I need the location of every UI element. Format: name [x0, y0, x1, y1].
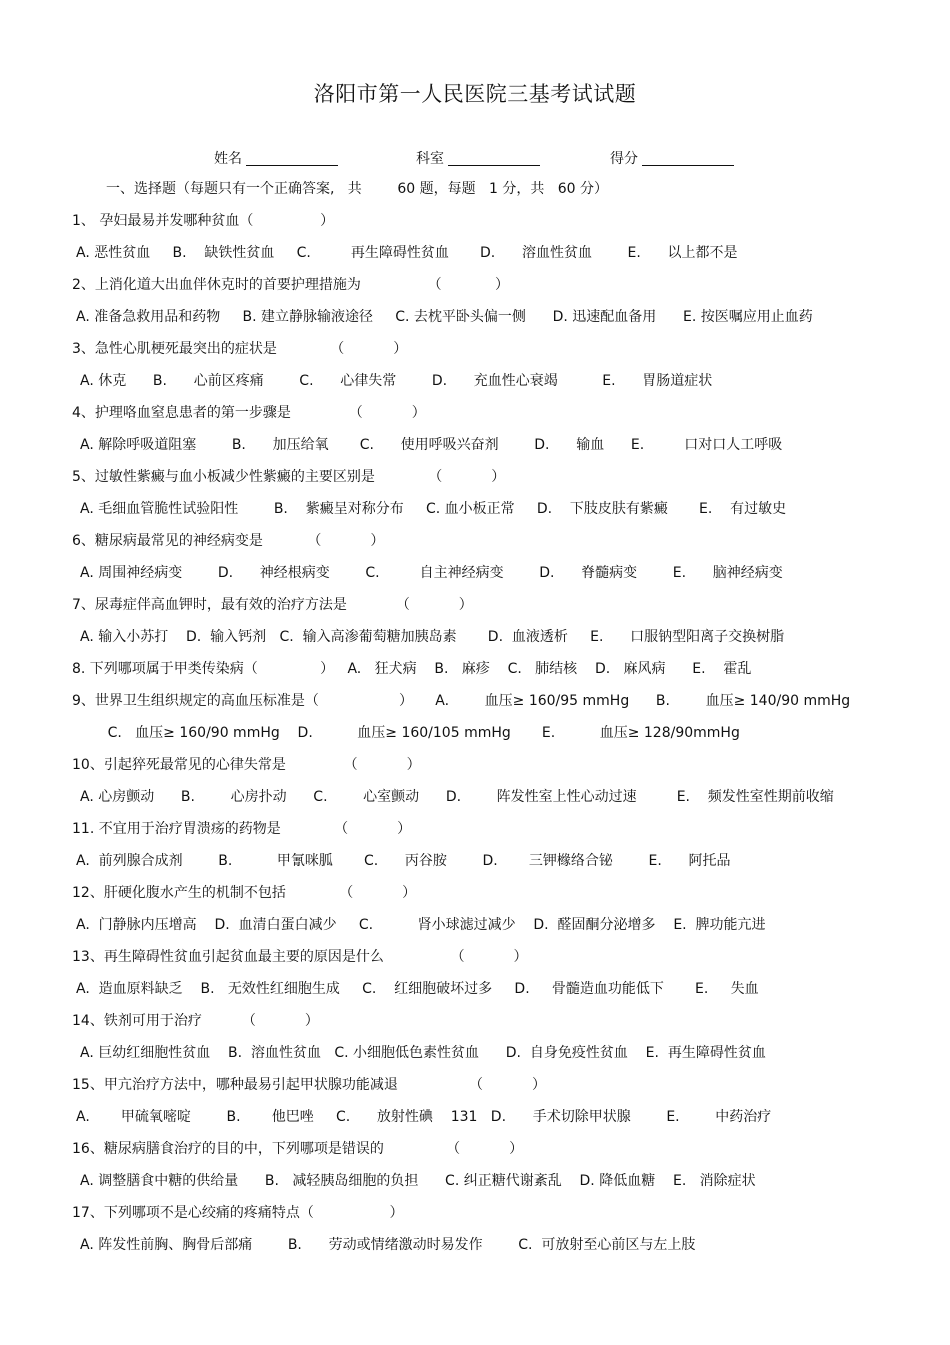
dept-field — [416, 148, 540, 168]
question-text: 6、糖尿病最常见的神经病变是 （ ） — [72, 533, 385, 549]
name-label: 姓名 — [214, 151, 242, 167]
question-text: 15、甲亢治疗方法中，哪种最易引起甲状腺功能减退 （ ） — [72, 1077, 546, 1093]
exam-info-row — [0, 148, 950, 170]
question-text: 10、引起猝死最常见的心律失常是 （ ） — [72, 757, 421, 773]
question-text: 13、再生障碍性贫血引起贫血最主要的原因是什么 （ ） — [72, 949, 528, 965]
name-blank[interactable] — [246, 151, 338, 166]
answer-options: A. 甲硫氧嘧啶 B. 他巴唑 C. 放射性碘 131 D. 手术切除甲状腺 E. 中药治疗 — [76, 1109, 772, 1125]
question-text: 11. 不宜用于治疗胃溃疡的药物是 （ ） — [72, 821, 412, 837]
answer-options: A. 周围神经病变 D. 神经根病变 C. 自主神经病变 D. 脊髓病变 E. 脑神经病变 — [80, 565, 783, 581]
answer-options: A. 恶性贫血 B. 缺铁性贫血 C. 再生障碍性贫血 D. 溶血性贫血 E. 以上都不是 — [76, 245, 738, 261]
question-text: 14、铁剂可用于治疗 （ ） — [72, 1013, 319, 1029]
answer-options: A. 休克 B. 心前区疼痛 C. 心律失常 D. 充血性心衰竭 E. 胃肠道症状 — [80, 373, 713, 389]
name-field — [214, 148, 338, 168]
question-text: 7、尿毒症伴高血钾时，最有效的治疗方法是 （ ） — [72, 597, 473, 613]
dept-blank[interactable] — [448, 151, 540, 166]
question-text: 1、 孕妇最易并发哪种贫血（ ） — [72, 213, 335, 229]
question-text: 4、护理咯血窒息患者的第一步骤是 （ ） — [72, 405, 426, 421]
question-text: 12、肝硬化腹水产生的机制不包括 （ ） — [72, 885, 417, 901]
answer-options: A. 心房颤动 B. 心房扑动 C. 心室颤动 D. 阵发性室上性心动过速 E. 频发性室性期前收缩 — [80, 789, 834, 805]
answer-options: A. 造血原料缺乏 B. 无效性红细胞生成 C. 红细胞破坏过多 D. 骨髓造血功能低下 E. 失血 — [76, 981, 759, 997]
answer-options: A. 阵发性前胸、胸骨后部痛 B. 劳动或情绪激动时易发作 C. 可放射至心前区与左上肢 — [80, 1237, 696, 1253]
score-blank[interactable] — [642, 151, 734, 166]
question-text: 9、世界卫生组织规定的高血压标准是（ ） A. 血压≥ 160/95 mmHg B. 血压≥ 140/90 mmHg — [72, 693, 851, 709]
question-text: 2、上消化道大出血伴休克时的首要护理措施为 （ ） — [72, 277, 510, 293]
answer-options: C. 血压≥ 160/90 mmHg D. 血压≥ 160/105 mmHg E. 血压≥ 128/90mmHg — [72, 725, 740, 741]
question-text: 3、急性心肌梗死最突出的症状是 （ ） — [72, 341, 408, 357]
answer-options: A. 准备急救用品和药物 B. 建立静脉输液途径 C. 去枕平卧头偏一侧 D. 迅速配血备用 E. 按医嘱应用止血药 — [76, 309, 813, 325]
question-text: 17、下列哪项不是心绞痛的疼痛特点（ ） — [72, 1205, 404, 1221]
exam-title: 洛阳市第一人民医院三基考试试题 — [313, 82, 637, 106]
answer-options: A. 输入小苏打 D. 输入钙剂 C. 输入高渗葡萄糖加胰岛素 D. 血液透析 E. 口服钠型阳离子交换树脂 — [80, 629, 785, 645]
section-heading: 一、选择题（每题只有一个正确答案, 共 60 题，每题 1 分，共 60 分） — [106, 181, 608, 197]
answer-options: A. 门静脉内压增高 D. 血清白蛋白减少 C. 肾小球滤过减少 D. 醛固酮分泌增多 E. 脾功能亢进 — [76, 917, 766, 933]
question-text: 8. 下列哪项属于甲类传染病（ ） A. 狂犬病 B. 麻疹 C. 肺结核 D. 麻风病 E. 霍乱 — [72, 661, 752, 677]
question-text: 5、过敏性紫癜与血小板减少性紫癜的主要区别是 （ ） — [72, 469, 506, 485]
answer-options: A. 巨幼红细胞性贫血 B. 溶血性贫血 C. 小细胞低色素性贫血 D. 自身免疫性贫血 E. 再生障碍性贫血 — [80, 1045, 766, 1061]
question-text: 16、糖尿病膳食治疗的目的中，下列哪项是错误的 （ ） — [72, 1141, 524, 1157]
answer-options: A. 前列腺合成剂 B. 甲氰咪胍 C. 丙谷胺 D. 三钾橼络合铋 E. 阿托品 — [76, 853, 731, 869]
answer-options: A. 毛细血管脆性试验阳性 B. 紫癜呈对称分布 C. 血小板正常 D. 下肢皮肤有紫癜 E. 有过敏史 — [80, 501, 787, 517]
score-label: 得分 — [610, 151, 638, 167]
answer-options: A. 调整膳食中糖的供给量 B. 减轻胰岛细胞的负担 C. 纠正糖代谢紊乱 D. 降低血糖 E. 消除症状 — [80, 1173, 756, 1189]
score-field — [610, 148, 734, 168]
dept-label: 科室 — [416, 151, 444, 167]
answer-options: A. 解除呼吸道阻塞 B. 加压给氧 C. 使用呼吸兴奋剂 D. 输血 E. 口对口人工呼吸 — [80, 437, 783, 453]
